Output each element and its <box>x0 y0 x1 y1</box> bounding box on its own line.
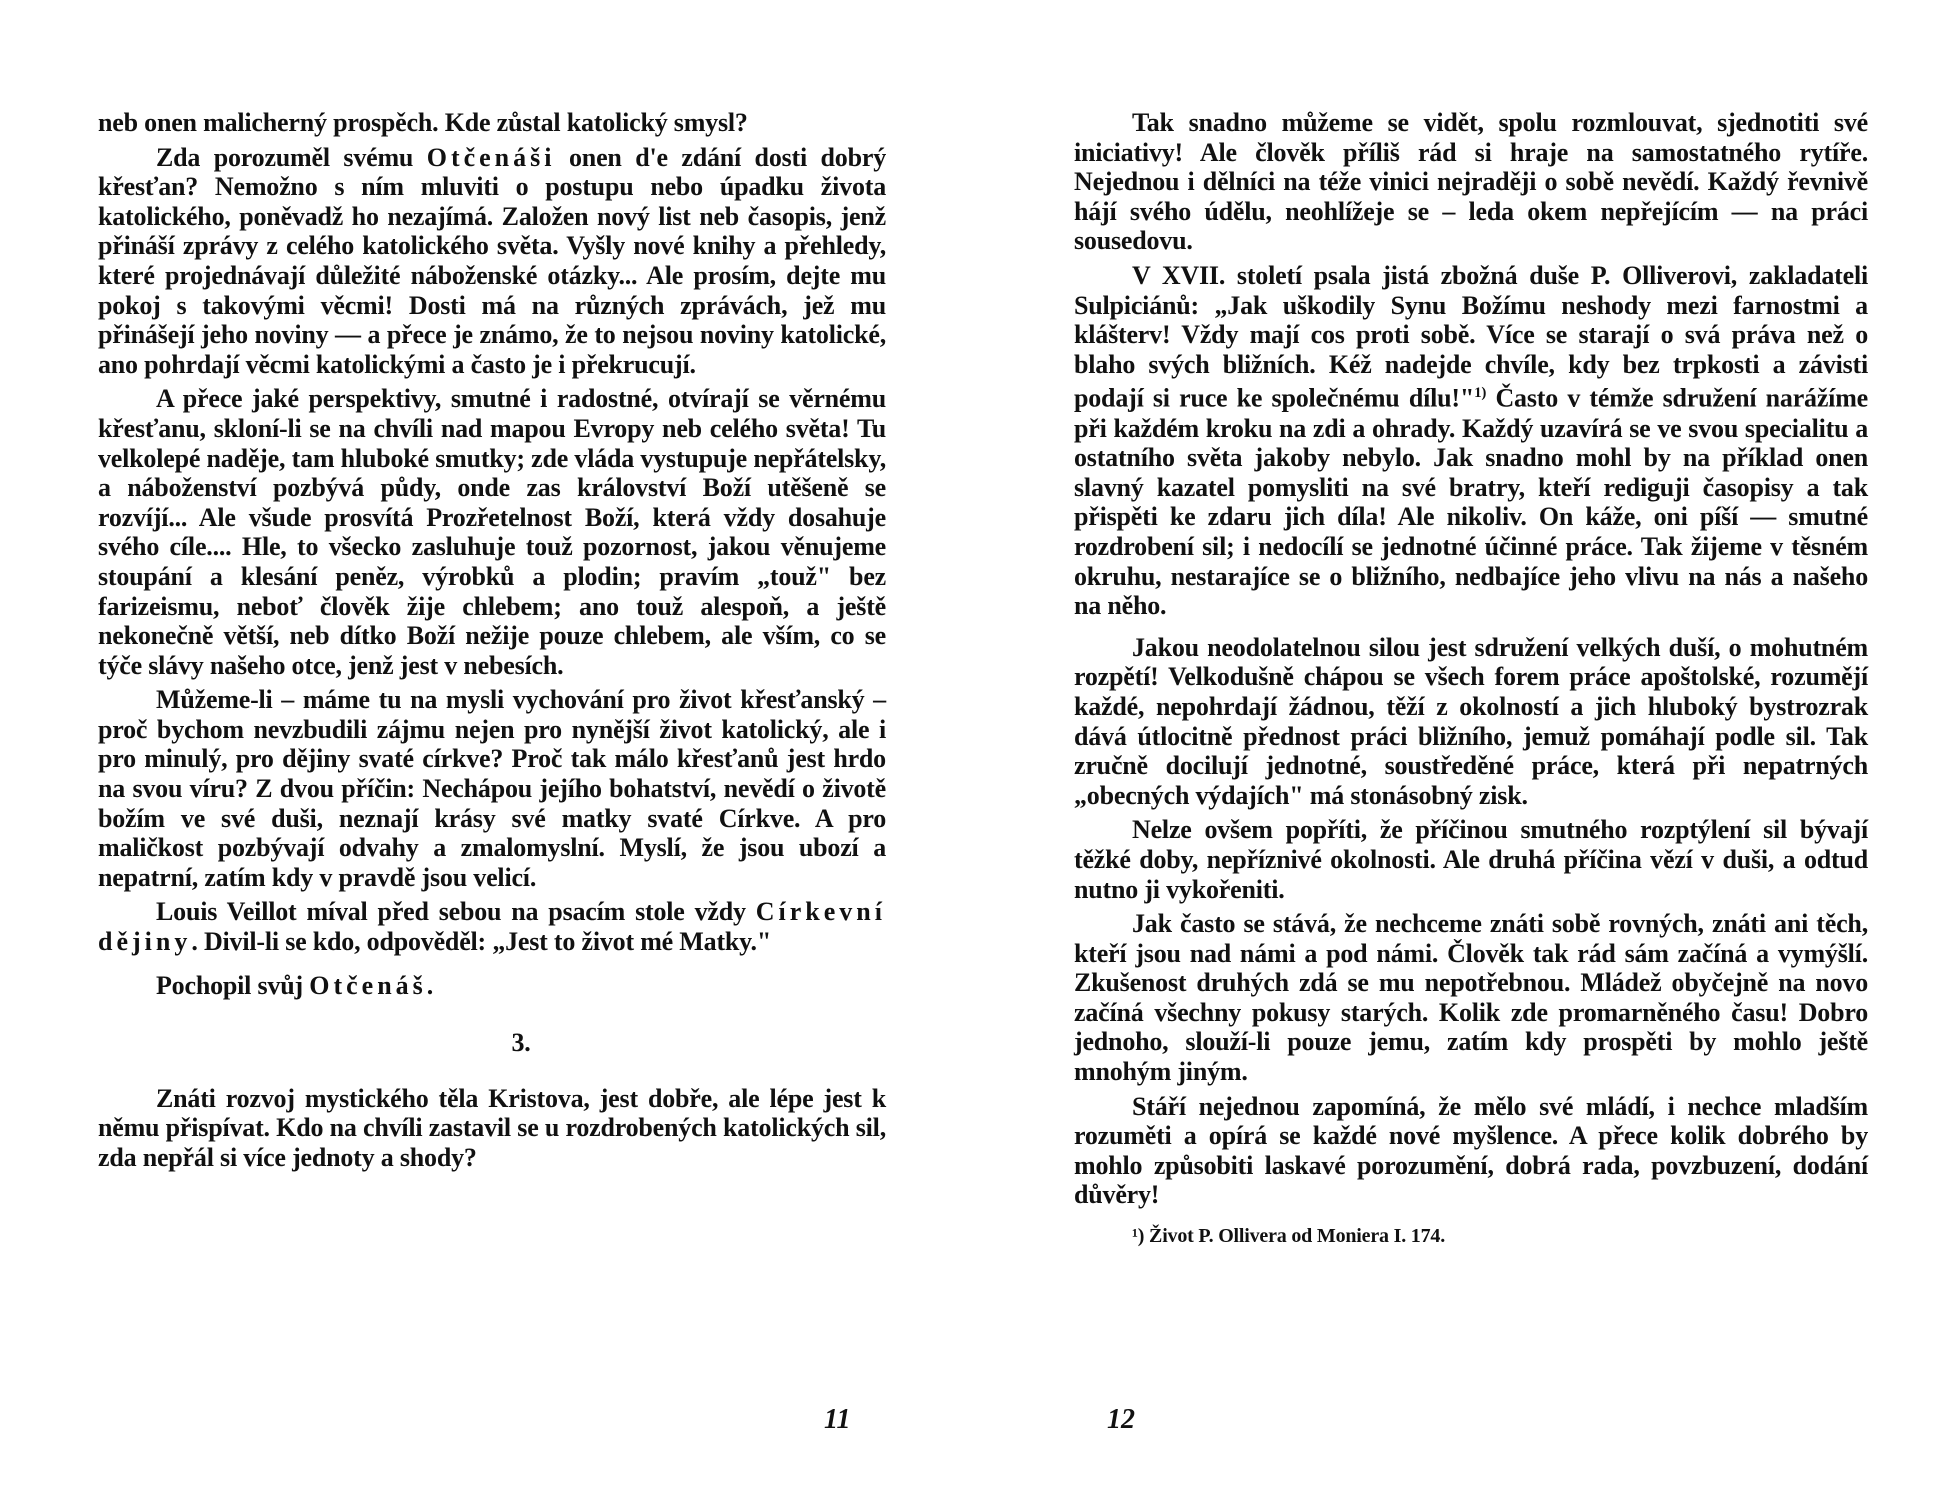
left-paragraph-1: neb onen malicherný prospěch. Kde zůstal katolický smysl? <box>98 108 748 137</box>
left-paragraph-4: Můžeme-li – máme tu na mysli vychování pro život křesťanský – proč bychom nevzbudili zájmu nejen pro nynější život katolický, ale i pro minulý, pro dějiny svaté církve? Proč tak málo křesťanů jest hrdo na svou víru? Z dvou příčin: Nechápou jejího bohatství, nevědí o životě božím ve své duši, neznají krásy své matky svaté Církve. A pro maličkost pozbývají odvahy a zmalomyslní. Myslí, že jsou ubozí a nepatrní, zatím kdy v pravdě jsou velicí. <box>98 685 886 892</box>
spaced-title: Otčenáš <box>309 970 427 1000</box>
right-paragraph-1: Tak snadno můžeme se vidět, spolu rozmlouvat, sjednotiti své iniciativy! Ale člověk příliš rád si hraje na samostatného rytíře. Nejednou i dělníci na téže vinici nejraději o sobě nevědí. Každý řevnivě hájí svého údělu, neohlížeje se – leda okem nepřejícím — na práci sousedovu. <box>1074 108 1868 256</box>
left-page <box>98 108 886 1173</box>
right-paragraph-4: Nelze ovšem popříti, že příčinou smutného rozptýlení sil bývají těžké doby, nepříznivé okolnosti. Ale druhá příčina vězí v duši, a odtud nutno ji vykořeniti. <box>1074 815 1868 904</box>
left-paragraph-2 <box>98 143 886 380</box>
left-paragraph-3: A přece jaké perspektivy, smutné i radostné, otvírají se věrnému křesťanu, skloní-li se na chvíli nad mapou Evropy neb celého světa! Tu velkolepé naděje, tam hluboké smutky; zde vláda vystupuje nepřátelsky, a náboženství pozbývá půdy, onde zas království Boží utěšeně se rozvíjí... Ale všude prosvítá Prozřetelnost Boží, která vždy dosahuje svého cíle.... Hle, to všecko zasluhuje touž pozornost, jakou věnujeme stoupání a klesání peněz, výrobků a plodin; pravím „touž" bez farizeismu, neboť člověk žije chlebem; ano touž alespoň, a ještě nekonečně větší, neb dítko Boží nežije pouze chlebem, ale vším, co se týče slávy našeho otce, jenž jest v nebesích. <box>98 384 886 680</box>
text-run: V XVII. století psala jistá zbožná duše P. Olliverovi, zakladateli Sulpiciánů: „Jak uškodily Synu Božímu neshody mezi farnostmi a klášterv! Vždy mají cos proti sobě. Více se starají o svá práva než o blaho svých bližních. Kéž nadejde chvíle, kdy bez trpkosti a závisti podají si ruce ke společnému dílu!" <box>1074 260 1868 413</box>
text-run: Často v témže sdružení narážíme při každém kroku na zdi a ohrady. Každý uzavírá se ve svou specialitu a ostatního světa jakoby nebylo. Jak snadno mohl by na příklad onen slavný kazatel pomysliti na své bratry, kteří rediguji časopisy a tak přispěti ke zdaru jich díla! Ale nikoliv. On káže, oni píší — smutné rozdrobení sil; i nedocílí se jednotné účinné práce. Tak žijeme v těsném okruhu, nestarajíce se o bližního, nedbajíce jeho vlivu na nás a našeho na něho. <box>1074 384 1868 621</box>
text-run: Pochopil svůj <box>156 970 310 1000</box>
section-number: 3. <box>511 1028 531 1058</box>
left-paragraph-5 <box>98 897 886 956</box>
left-paragraph-6 <box>98 971 886 1001</box>
footnote: ¹) Život P. Ollivera od Moniera I. 174. <box>1132 1225 1445 1248</box>
text-run: Zda porozuměl svému <box>156 142 427 172</box>
text-run: Louis Veillot míval před sebou na psacím stole vždy <box>156 897 756 927</box>
right-page <box>1074 108 1868 1248</box>
spaced-title: Otčenáši <box>426 142 556 172</box>
right-paragraph-2 <box>1074 261 1868 621</box>
spaced-title: Církevní dějiny <box>98 897 886 957</box>
text-run: . <box>426 970 434 1000</box>
text-run: onen d'e zdání dosti dobrý křesťan? Nemožno s ním mluviti o postupu nebo úpadku života katolického, poněvadž ho nezajímá. Založen nový list neb časopis, jenž přináší zprávy z celého katolického světa. Vyšly nové knihy a přehledy, které projednávají důležité náboženské otázky... Ale prosím, dejte mu pokoj s takovými věcmi! Dosti má na různých zprávách, jež mu přinášejí jeho noviny — a přece je známo, že to nejsou noviny katolické, ano pohrdají věcmi katolickými a často je i překrucují. <box>98 142 887 379</box>
footnote-marker: 1) <box>1474 385 1487 402</box>
right-paragraph-5: Jak často se stává, že nechceme znáti sobě rovných, znáti ani těch, kteří jsou nad námi a pod námi. Člověk tak rád sám začíná a vymýšlí. Zkušenost druhých zdá se mu nepotřebnou. Mládež obyčejně na novo začíná všechny pokusy starých. Kolik zde promarněného času! Dobro jednoho, slouží-li pouze jemu, zatím kdy prospěti by mohlo ještě mnohým jiným. <box>1074 909 1868 1087</box>
left-paragraph-7: Znáti rozvoj mystického těla Kristova, jest dobře, ale lépe jest k němu přispívat. Kdo na chvíli zastavil se u rozdrobených katolických sil, zda nepřál si více jednoty a shody? <box>98 1083 886 1172</box>
right-paragraph-3: Jakou neodolatelnou silou jest sdružení velkých duší, o mohutném rozpětí! Velkodušně chápou se všech forem práce apoštolské, rozumějí každé, nepohrdají žádnou, těží z okolností a jich hluboký bystrozrak dává útlocitně přednost práci bližního, jemuž pomáhají podle sil. Tak zručně docilují jednotné, soustředěné práce, která při nepatrných „obecných výdajích" má stonásobný zisk. <box>1074 632 1868 810</box>
page-number-right: 12 <box>1107 1404 1135 1435</box>
page-number-left: 11 <box>824 1404 851 1435</box>
text-run: . Divil-li se kdo, odpověděl: „Jest to život mé Matky." <box>191 927 772 957</box>
right-paragraph-6: Stáří nejednou zapomíná, že mělo své mládí, i nechce mladším rozuměti a opírá se každé nové myšlence. A přece kolik dobrého by mohlo způsobiti laskavé porozumění, dobrá rada, povzbuzení, dodání důvěry! <box>1074 1091 1868 1210</box>
